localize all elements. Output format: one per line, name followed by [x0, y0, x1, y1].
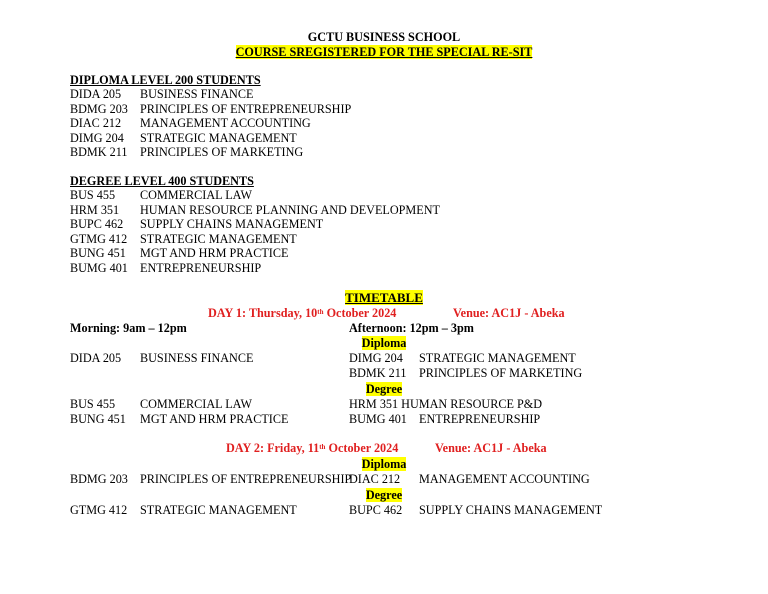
course-code: BUS 455: [70, 188, 116, 202]
course-name: MANAGEMENT ACCOUNTING: [140, 116, 311, 130]
timetable-entry: [70, 503, 297, 518]
course-row: [70, 232, 297, 247]
course-name: STRATEGIC MANAGEMENT: [140, 130, 297, 145]
day2-degree-label-text: Degree: [365, 488, 403, 502]
course-name: STRATEGIC MANAGEMENT: [140, 231, 297, 246]
course-name: COMMERCIAL LAW: [140, 188, 252, 202]
course-code: DIMG 204: [349, 351, 403, 365]
course-name: COMMERCIAL LAW: [140, 397, 252, 411]
course-name: ENTREPRENEURSHIP: [140, 260, 262, 275]
document-subtitle-text: COURSE SREGISTERED FOR THE SPECIAL RE-SIT: [235, 45, 533, 59]
day2-label-text: DAY 2: Friday, 11: [226, 441, 320, 455]
course-name: SUPPLY CHAINS MANAGEMENT: [140, 217, 324, 231]
course-row: [70, 116, 311, 131]
course-code: BDMK 211: [349, 366, 407, 380]
course-name: STRATEGIC MANAGEMENT: [140, 503, 297, 517]
course-name: ENTREPRENEURSHIP: [419, 412, 541, 426]
course-code: BDMK 211: [70, 145, 128, 159]
course-code: BUMG 401: [349, 412, 407, 426]
school-title: [0, 30, 768, 45]
course-name: MGT AND HRM PRACTICE: [140, 246, 289, 260]
timetable-entry: [349, 366, 582, 381]
course-name: BUSINESS FINANCE: [140, 351, 254, 365]
course-code: DIMG 204: [70, 130, 124, 145]
course-name: PRINCIPLES OF MARKETING: [140, 145, 304, 159]
course-code: BDMG 203: [70, 472, 128, 486]
degree-heading: DEGREE LEVEL 400 STUDENTS: [70, 174, 254, 188]
day2-label: [226, 441, 398, 456]
course-code: BUNG 451: [70, 246, 126, 260]
course-name: MGT AND HRM PRACTICE: [140, 412, 289, 426]
course-row: [70, 246, 288, 261]
course-row: [70, 188, 252, 203]
timetable-entry: [349, 412, 540, 427]
day1-venue: Venue: AC1J - Abeka: [453, 306, 565, 320]
course-name: MANAGEMENT ACCOUNTING: [419, 472, 590, 486]
timetable-title-text: TIMETABLE: [345, 290, 423, 305]
course-code: BUS 455: [70, 397, 116, 411]
diploma-heading: DIPLOMA LEVEL 200 STUDENTS: [70, 73, 261, 87]
course-row: [70, 261, 261, 276]
course-code: GTMG 412: [70, 231, 128, 246]
course-name: SUPPLY CHAINS MANAGEMENT: [419, 503, 603, 517]
timetable-entry: [349, 503, 602, 518]
timetable-entry: [70, 412, 288, 427]
course-row: [70, 203, 440, 218]
course-row: [70, 131, 297, 146]
timetable-entry: [70, 351, 253, 366]
day1-diploma-label: [0, 336, 768, 351]
course-code: BUMG 401: [70, 260, 128, 275]
afternoon-session-label: Afternoon: 12pm – 3pm: [349, 321, 474, 335]
course-code: BUPC 462: [349, 503, 403, 517]
day2-label-month: October 2024: [325, 441, 399, 455]
course-code: BUPC 462: [70, 217, 124, 231]
course-row: [70, 102, 351, 117]
course-row: [70, 87, 253, 102]
course-name: PRINCIPLES OF MARKETING: [419, 366, 583, 380]
day2-degree-label: [0, 488, 768, 503]
morning-session-label: Morning: 9am – 12pm: [70, 321, 187, 335]
course-code: DIDA 205: [70, 351, 122, 365]
day1-degree-label-text: Degree: [365, 382, 403, 396]
course-name: BUSINESS FINANCE: [140, 87, 254, 101]
timetable-entry: [349, 397, 542, 412]
course-code: BUNG 451: [70, 412, 126, 426]
course-name: PRINCIPLES OF ENTREPRENEURSHIP: [140, 472, 352, 486]
school-title-text: GCTU BUSINESS SCHOOL: [307, 30, 461, 44]
course-code: BDMG 203: [70, 101, 128, 116]
course-code: HRM 351: [70, 202, 120, 217]
course-code: DIAC 212: [349, 472, 401, 486]
timetable-entry: [349, 351, 576, 366]
day1-label-text: DAY 1: Thursday, 10: [208, 306, 318, 320]
day1-diploma-label-text: Diploma: [361, 336, 407, 350]
course-code: HRM 351: [349, 397, 399, 411]
day2-diploma-label-text: Diploma: [361, 457, 407, 471]
course-row: [70, 217, 323, 232]
timetable-entry: [349, 472, 590, 487]
day2-label-suffix: th: [319, 443, 326, 451]
day2-diploma-label: [0, 457, 768, 472]
document-subtitle: [0, 45, 768, 60]
timetable-entry: [70, 472, 351, 487]
course-code: GTMG 412: [70, 503, 128, 517]
day2-venue: Venue: AC1J - Abeka: [435, 441, 547, 455]
course-name: HUMAN RESOURCE P&D: [401, 397, 543, 411]
course-row: [70, 145, 303, 160]
day1-label-month: October 2024: [323, 306, 397, 320]
course-code: DIDA 205: [70, 87, 122, 101]
timetable-entry: [70, 397, 252, 412]
course-name: PRINCIPLES OF ENTREPRENEURSHIP: [140, 101, 352, 116]
day1-degree-label: [0, 382, 768, 397]
day1-label-suffix: th: [317, 308, 324, 316]
course-code: DIAC 212: [70, 116, 122, 130]
course-name: HUMAN RESOURCE PLANNING AND DEVELOPMENT: [140, 202, 440, 217]
course-name: STRATEGIC MANAGEMENT: [419, 351, 576, 365]
day1-label: [208, 306, 396, 321]
timetable-title: [0, 290, 768, 306]
